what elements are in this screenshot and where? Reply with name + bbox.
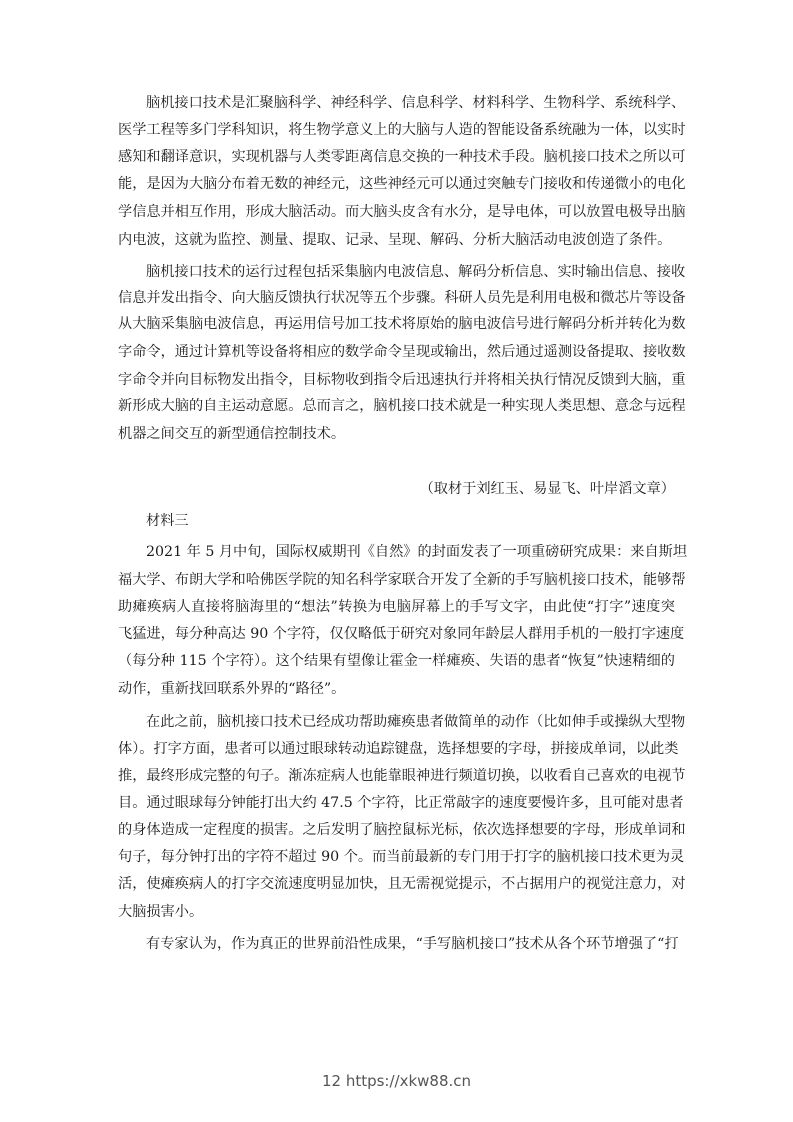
paragraph-3-line-2: 福大学、布朗大学和哈佛医学院的知名科学家联合开发了全新的手写脑机接口技术，能够帮 — [118, 572, 686, 588]
paragraph-4-line-7: 活，使瘫痪病人的打字交流速度明显加快，且无需视觉提示，不占据用户的视觉注意力，对 — [118, 876, 686, 892]
paragraph-2-line-2: 信息并发出指令、向大脑反馈执行状况等五个步骤。科研人员先是利用电极和微芯片等设备 — [118, 290, 686, 306]
paragraph-1-line-3: 感知和翻译意识，实现机器与人类零距离信息交换的一种技术手段。脑机接口技术之所以可 — [118, 149, 686, 165]
source-attribution: （取材于刘红玉、易显飞、叶岸滔文章） — [419, 481, 675, 497]
paragraph-2-line-5: 字命令并向目标物发出指令，目标物收到指令后迅速执行并将相关执行情况反馈到大脑，重 — [118, 372, 686, 388]
paragraph-4-line-4: 目。通过眼球每分钟能打出大约 47.5 个字符，比正常敲字的速度要慢许多，且可能对患者 — [118, 795, 684, 811]
paragraph-1-line-2: 医学工程等多门学科知识，将生物学意义上的大脑与人造的智能设备系统融为一体，以实时 — [118, 122, 686, 138]
paragraph-2-line-3: 从大脑采集脑电波信息，再运用信号加工技术将原始的脑电波信号进行解码分析并转化为数 — [118, 316, 686, 332]
paragraph-1-line-1: 脑机接口技术是汇聚脑科学、神经科学、信息科学、材料科学、生物科学、系统科学、 — [146, 95, 686, 111]
paragraph-3-line-5: （每分种 115 个字符）。这个结果有望像让霍金一样瘫痪、失语的患者“恢复”快速精细的 — [118, 653, 675, 669]
paragraph-1-line-5: 学信息并相互作用，形成大脑活动。而大脑头皮含有水分，是导电体，可以放置电极导出脑 — [118, 204, 686, 220]
paragraph-1-line-6: 内电波，这就为监控、测量、提取、记录、呈现、解码、分析大脑活动电波创造了条件。 — [118, 232, 672, 248]
paragraph-2-line-4: 字命令，通过计算机等设备将相应的数学命令呈现或输出，然后通过遥测设备提取、接收数 — [118, 344, 686, 360]
paragraph-5-line-1: 有专家认为，作为真正的世界前沿性成果，“手写脑机接口”技术从各个环节增强了“打 — [146, 936, 679, 952]
paragraph-4-line-2: 体）。打字方面，患者可以通过眼球转动追踪键盘，选择想要的字母，拼接成单词，以此类 — [118, 741, 679, 757]
paragraph-3-line-6: 动作，重新找回联系外界的“路径”。 — [118, 681, 346, 697]
paragraph-2-line-1: 脑机接口技术的运行过程包括采集脑内电波信息、解码分析信息、实时输出信息、接收 — [146, 264, 686, 280]
section-heading: 材料三 — [146, 513, 189, 529]
paragraph-4-line-1: 在此之前，脑机接口技术已经成功帮助瘫痪患者做简单的动作（比如伸手或操纵大型物 — [146, 714, 686, 730]
paragraph-2-line-7: 机器之间交互的新型通信控制技术。 — [118, 426, 346, 442]
paragraph-1-line-4: 能，是因为大脑分布着无数的神经元，这些神经元可以通过突触专门接收和传递微小的电化 — [118, 176, 686, 192]
paragraph-4-line-5: 的身体造成一定程度的损害。之后发明了脑控鼠标光标，依次选择想要的字母，形成单词和 — [118, 822, 686, 838]
paragraph-4-line-8: 大脑损害小。 — [118, 904, 204, 920]
paragraph-2-line-6: 新形成大脑的自主运动意愿。总而言之，脑机接口技术就是一种实现人类思想、意念与远程 — [118, 398, 686, 414]
page-footer — [0, 1072, 793, 1090]
paragraph-3-line-3: 助瘫痪病人直接将脑海里的“想法”转换为电脑屏幕上的手写文字，由此使“打字”速度突 — [118, 599, 675, 615]
footer-text: 12 https://xkw88.cn — [321, 1072, 472, 1090]
paragraph-4-line-3: 推，最终形成完整的句子。渐冻症病人也能靠眼神进行频道切换，以收看自己喜欢的电视节 — [118, 768, 686, 784]
paragraph-3-line-4: 飞猛进，每分种高达 90 个字符，仅仅略低于研究对象同年龄层人群用手机的一般打字速度 — [118, 626, 685, 642]
paragraph-3-line-1: 2021 年 5 月中旬，国际权威期刊《自然》的封面发表了一项重磅研究成果：来自斯坦 — [146, 544, 688, 560]
paragraph-4-line-6: 句子，每分钟打出的字符不超过 90 个。而当前最新的专门用于打字的脑机接口技术更为灵 — [118, 849, 685, 865]
